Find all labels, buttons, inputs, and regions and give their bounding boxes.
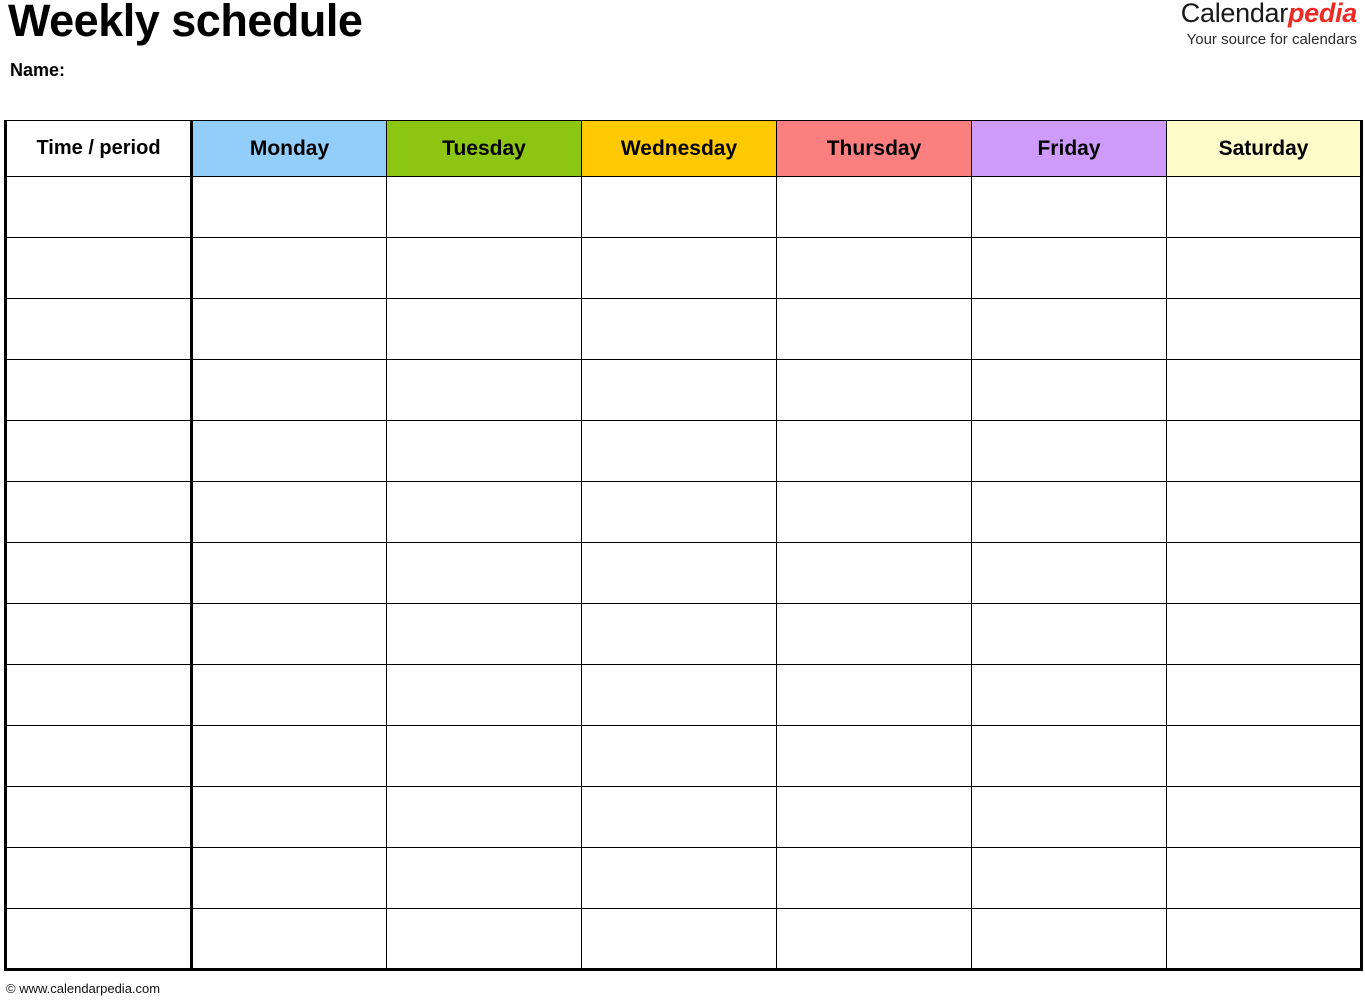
schedule-cell-friday[interactable] — [972, 604, 1167, 665]
schedule-cell-monday[interactable] — [192, 299, 387, 360]
schedule-cell-friday[interactable] — [972, 909, 1167, 970]
column-header-friday: Friday — [972, 121, 1167, 177]
table-row — [6, 848, 1362, 909]
name-label: Name: — [10, 60, 66, 80]
schedule-cell-saturday[interactable] — [1167, 543, 1362, 604]
schedule-cell-tuesday[interactable] — [387, 421, 582, 482]
schedule-cell-saturday[interactable] — [1167, 177, 1362, 238]
time-period-cell[interactable] — [6, 726, 192, 787]
schedule-cell-tuesday[interactable] — [387, 543, 582, 604]
brand-wordmark — [1181, 0, 1357, 27]
table-row — [6, 299, 1362, 360]
schedule-cell-friday[interactable] — [972, 726, 1167, 787]
table-row — [6, 665, 1362, 726]
schedule-cell-thursday[interactable] — [777, 787, 972, 848]
schedule-cell-wednesday[interactable] — [582, 238, 777, 299]
column-header-wednesday: Wednesday — [582, 121, 777, 177]
schedule-cell-monday[interactable] — [192, 482, 387, 543]
schedule-cell-thursday[interactable] — [777, 848, 972, 909]
time-period-cell[interactable] — [6, 848, 192, 909]
time-period-cell[interactable] — [6, 543, 192, 604]
page-title: Weekly schedule — [8, 0, 363, 46]
schedule-cell-saturday[interactable] — [1167, 909, 1362, 970]
table-row — [6, 604, 1362, 665]
schedule-cell-tuesday[interactable] — [387, 177, 582, 238]
schedule-cell-monday[interactable] — [192, 909, 387, 970]
table-row — [6, 787, 1362, 848]
schedule-cell-wednesday[interactable] — [582, 177, 777, 238]
schedule-cell-friday[interactable] — [972, 238, 1167, 299]
schedule-cell-thursday[interactable] — [777, 360, 972, 421]
table-header-row — [6, 121, 1362, 177]
schedule-cell-wednesday[interactable] — [582, 482, 777, 543]
time-period-cell[interactable] — [6, 299, 192, 360]
schedule-cell-saturday[interactable] — [1167, 726, 1362, 787]
schedule-cell-thursday[interactable] — [777, 543, 972, 604]
schedule-cell-tuesday[interactable] — [387, 360, 582, 421]
time-period-cell[interactable] — [6, 360, 192, 421]
schedule-cell-tuesday[interactable] — [387, 238, 582, 299]
time-period-cell[interactable] — [6, 238, 192, 299]
table-header-row-group — [6, 121, 1362, 177]
copyright-footer: © www.calendarpedia.com — [6, 981, 161, 996]
schedule-cell-monday[interactable] — [192, 238, 387, 299]
schedule-cell-wednesday[interactable] — [582, 909, 777, 970]
table-row — [6, 360, 1362, 421]
schedule-cell-saturday[interactable] — [1167, 787, 1362, 848]
schedule-cell-friday[interactable] — [972, 421, 1167, 482]
time-period-cell[interactable] — [6, 604, 192, 665]
schedule-cell-saturday[interactable] — [1167, 421, 1362, 482]
table-row — [6, 482, 1362, 543]
column-header-tuesday: Tuesday — [387, 121, 582, 177]
schedule-cell-wednesday[interactable] — [582, 421, 777, 482]
schedule-cell-tuesday[interactable] — [387, 482, 582, 543]
time-period-cell[interactable] — [6, 177, 192, 238]
schedule-cell-tuesday[interactable] — [387, 299, 582, 360]
schedule-cell-thursday[interactable] — [777, 177, 972, 238]
schedule-cell-monday[interactable] — [192, 543, 387, 604]
table-row — [6, 543, 1362, 604]
table-row — [6, 726, 1362, 787]
column-header-monday: Monday — [192, 121, 387, 177]
schedule-cell-wednesday[interactable] — [582, 848, 777, 909]
schedule-cell-tuesday[interactable] — [387, 604, 582, 665]
schedule-cell-friday[interactable] — [972, 299, 1167, 360]
weekly-schedule-table — [4, 120, 1363, 971]
schedule-cell-thursday[interactable] — [777, 421, 972, 482]
schedule-cell-friday[interactable] — [972, 177, 1167, 238]
schedule-cell-tuesday[interactable] — [387, 665, 582, 726]
schedule-cell-saturday[interactable] — [1167, 299, 1362, 360]
table-row — [6, 909, 1362, 970]
brand-name-part2: pedia — [1287, 0, 1357, 28]
schedule-cell-monday[interactable] — [192, 848, 387, 909]
schedule-cell-friday[interactable] — [972, 360, 1167, 421]
column-header-thursday: Thursday — [777, 121, 972, 177]
calendarpedia-logo — [1181, 0, 1357, 47]
time-period-cell[interactable] — [6, 421, 192, 482]
schedule-cell-wednesday[interactable] — [582, 543, 777, 604]
schedule-cell-wednesday[interactable] — [582, 726, 777, 787]
table-row — [6, 238, 1362, 299]
schedule-cell-wednesday[interactable] — [582, 299, 777, 360]
schedule-cell-friday[interactable] — [972, 665, 1167, 726]
schedule-cell-tuesday[interactable] — [387, 787, 582, 848]
schedule-cell-thursday[interactable] — [777, 299, 972, 360]
column-header-time: Time / period — [6, 121, 192, 177]
schedule-cell-monday[interactable] — [192, 421, 387, 482]
time-period-cell[interactable] — [6, 665, 192, 726]
brand-name-part1: Calendar — [1180, 0, 1288, 28]
schedule-cell-friday[interactable] — [972, 848, 1167, 909]
time-period-cell[interactable] — [6, 482, 192, 543]
time-period-cell[interactable] — [6, 787, 192, 848]
brand-tagline: Your source for calendars — [1186, 31, 1357, 48]
time-period-cell[interactable] — [6, 909, 192, 970]
schedule-cell-wednesday[interactable] — [582, 604, 777, 665]
schedule-cell-monday[interactable] — [192, 360, 387, 421]
schedule-cell-monday[interactable] — [192, 787, 387, 848]
schedule-cell-wednesday[interactable] — [582, 665, 777, 726]
schedule-cell-saturday[interactable] — [1167, 604, 1362, 665]
schedule-cell-thursday[interactable] — [777, 604, 972, 665]
table-row — [6, 421, 1362, 482]
schedule-cell-saturday[interactable] — [1167, 238, 1362, 299]
schedule-cell-friday[interactable] — [972, 787, 1167, 848]
schedule-cell-monday[interactable] — [192, 665, 387, 726]
schedule-cell-monday[interactable] — [192, 726, 387, 787]
column-header-saturday: Saturday — [1167, 121, 1362, 177]
schedule-cell-saturday[interactable] — [1167, 665, 1362, 726]
schedule-cell-wednesday[interactable] — [582, 360, 777, 421]
schedule-cell-thursday[interactable] — [777, 909, 972, 970]
schedule-cell-saturday[interactable] — [1167, 482, 1362, 543]
schedule-cell-tuesday[interactable] — [387, 909, 582, 970]
page-header — [0, 0, 1365, 108]
table-body — [6, 177, 1362, 970]
schedule-cell-saturday[interactable] — [1167, 360, 1362, 421]
schedule-cell-saturday[interactable] — [1167, 848, 1362, 909]
schedule-cell-tuesday[interactable] — [387, 848, 582, 909]
table-row — [6, 177, 1362, 238]
schedule-cell-tuesday[interactable] — [387, 726, 582, 787]
schedule-cell-thursday[interactable] — [777, 482, 972, 543]
schedule-table-wrapper — [4, 120, 1361, 971]
schedule-cell-wednesday[interactable] — [582, 787, 777, 848]
schedule-cell-friday[interactable] — [972, 543, 1167, 604]
schedule-cell-thursday[interactable] — [777, 238, 972, 299]
schedule-cell-friday[interactable] — [972, 482, 1167, 543]
schedule-cell-thursday[interactable] — [777, 726, 972, 787]
schedule-cell-monday[interactable] — [192, 604, 387, 665]
schedule-cell-monday[interactable] — [192, 177, 387, 238]
schedule-cell-thursday[interactable] — [777, 665, 972, 726]
